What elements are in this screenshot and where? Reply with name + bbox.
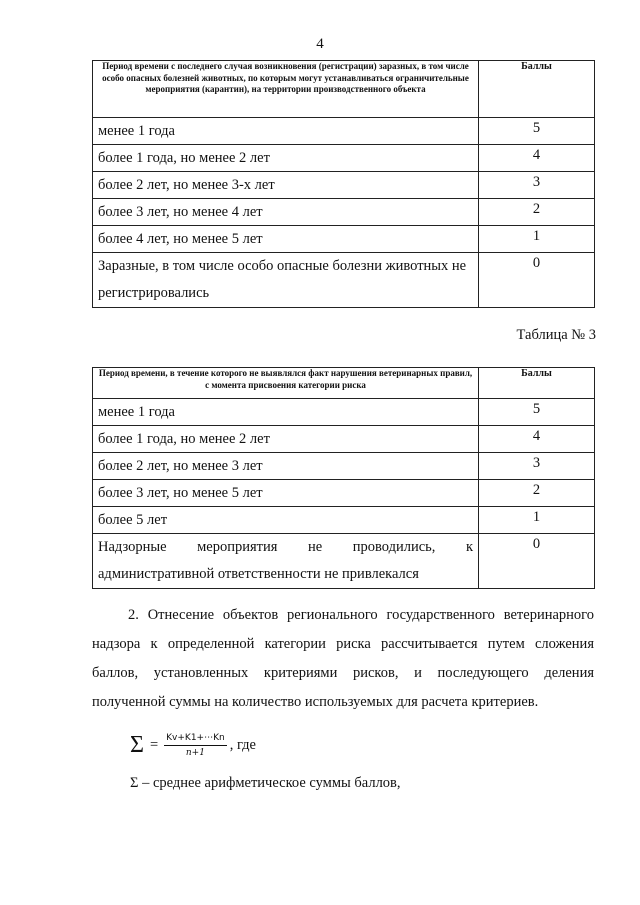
row-score: 4 (479, 426, 595, 453)
row-condition: менее 1 года (93, 118, 479, 145)
row-condition: более 3 лет, но менее 4 лет (93, 199, 479, 226)
row-condition: более 5 лет (93, 507, 479, 534)
row-score: 1 (479, 507, 595, 534)
column-header-condition: Период времени, в течение которого не выявлялся факт нарушения ветеринарных правил, с момента присвоения категории риска (93, 368, 479, 399)
column-header-condition: Период времени с последнего случая возникновения (регистрации) заразных, в том числе особо опасных болезней животных, по которым могут устанавливаться ограничительные мероприятия (карантин), на территории производственного объекта (93, 61, 479, 118)
row-score: 3 (479, 453, 595, 480)
criteria-table-disease (92, 60, 595, 308)
table-row (93, 534, 595, 589)
criteria-table-violations (92, 367, 595, 589)
table-row (93, 226, 595, 253)
row-condition: более 1 года, но менее 2 лет (93, 426, 479, 453)
row-score: 0 (479, 253, 595, 308)
table-row (93, 118, 595, 145)
row-condition: менее 1 года (93, 399, 479, 426)
row-score: 3 (479, 172, 595, 199)
row-score: 5 (479, 118, 595, 145)
column-header-score: Баллы (479, 61, 595, 118)
formula-suffix: , где (229, 737, 256, 753)
fraction-numerator: Kv+K1+⋯Kn (164, 733, 227, 746)
table-row (93, 253, 595, 308)
table-row (93, 399, 595, 426)
row-condition: более 3 лет, но менее 5 лет (93, 480, 479, 507)
table-row (93, 480, 595, 507)
row-score: 5 (479, 399, 595, 426)
page-number: 4 (316, 36, 324, 52)
row-score: 2 (479, 199, 595, 226)
table-header-row (93, 61, 595, 118)
table-row (93, 426, 595, 453)
equals-sign: = (149, 737, 159, 753)
column-header-score: Баллы (479, 368, 595, 399)
sigma-symbol: Σ (130, 732, 144, 758)
row-condition: более 2 лет, но менее 3 лет (93, 453, 479, 480)
table-row (93, 453, 595, 480)
table-row (93, 145, 595, 172)
sigma-definition: Σ – среднее арифметическое суммы баллов, (130, 775, 401, 791)
table-row (93, 199, 595, 226)
row-condition: более 4 лет, но менее 5 лет (93, 226, 479, 253)
row-score: 2 (479, 480, 595, 507)
table-header-row (93, 368, 595, 399)
paragraph-2: 2. Отнесение объектов регионального государственного ветеринарного надзора к определенной категории риска рассчитывается путем сложения баллов, установленных критериями рисков, и последующего деления полученной суммы на количество используемых для расчета критериев. (92, 607, 594, 710)
row-condition: Заразные, в том числе особо опасные болезни животных не регистрировались (93, 253, 479, 308)
row-score: 0 (479, 534, 595, 589)
row-condition: более 2 лет, но менее 3-х лет (93, 172, 479, 199)
fraction-denominator: n+1 (185, 748, 205, 758)
formula (130, 732, 256, 759)
row-condition: более 1 года, но менее 2 лет (93, 145, 479, 172)
table-row (93, 172, 595, 199)
row-score: 4 (479, 145, 595, 172)
table-caption: Таблица № 3 (516, 327, 596, 343)
table-row (93, 507, 595, 534)
fraction (164, 733, 227, 758)
row-score: 1 (479, 226, 595, 253)
row-condition: Надзорные мероприятия не проводились, к административной ответственности не привлекался (93, 534, 479, 589)
